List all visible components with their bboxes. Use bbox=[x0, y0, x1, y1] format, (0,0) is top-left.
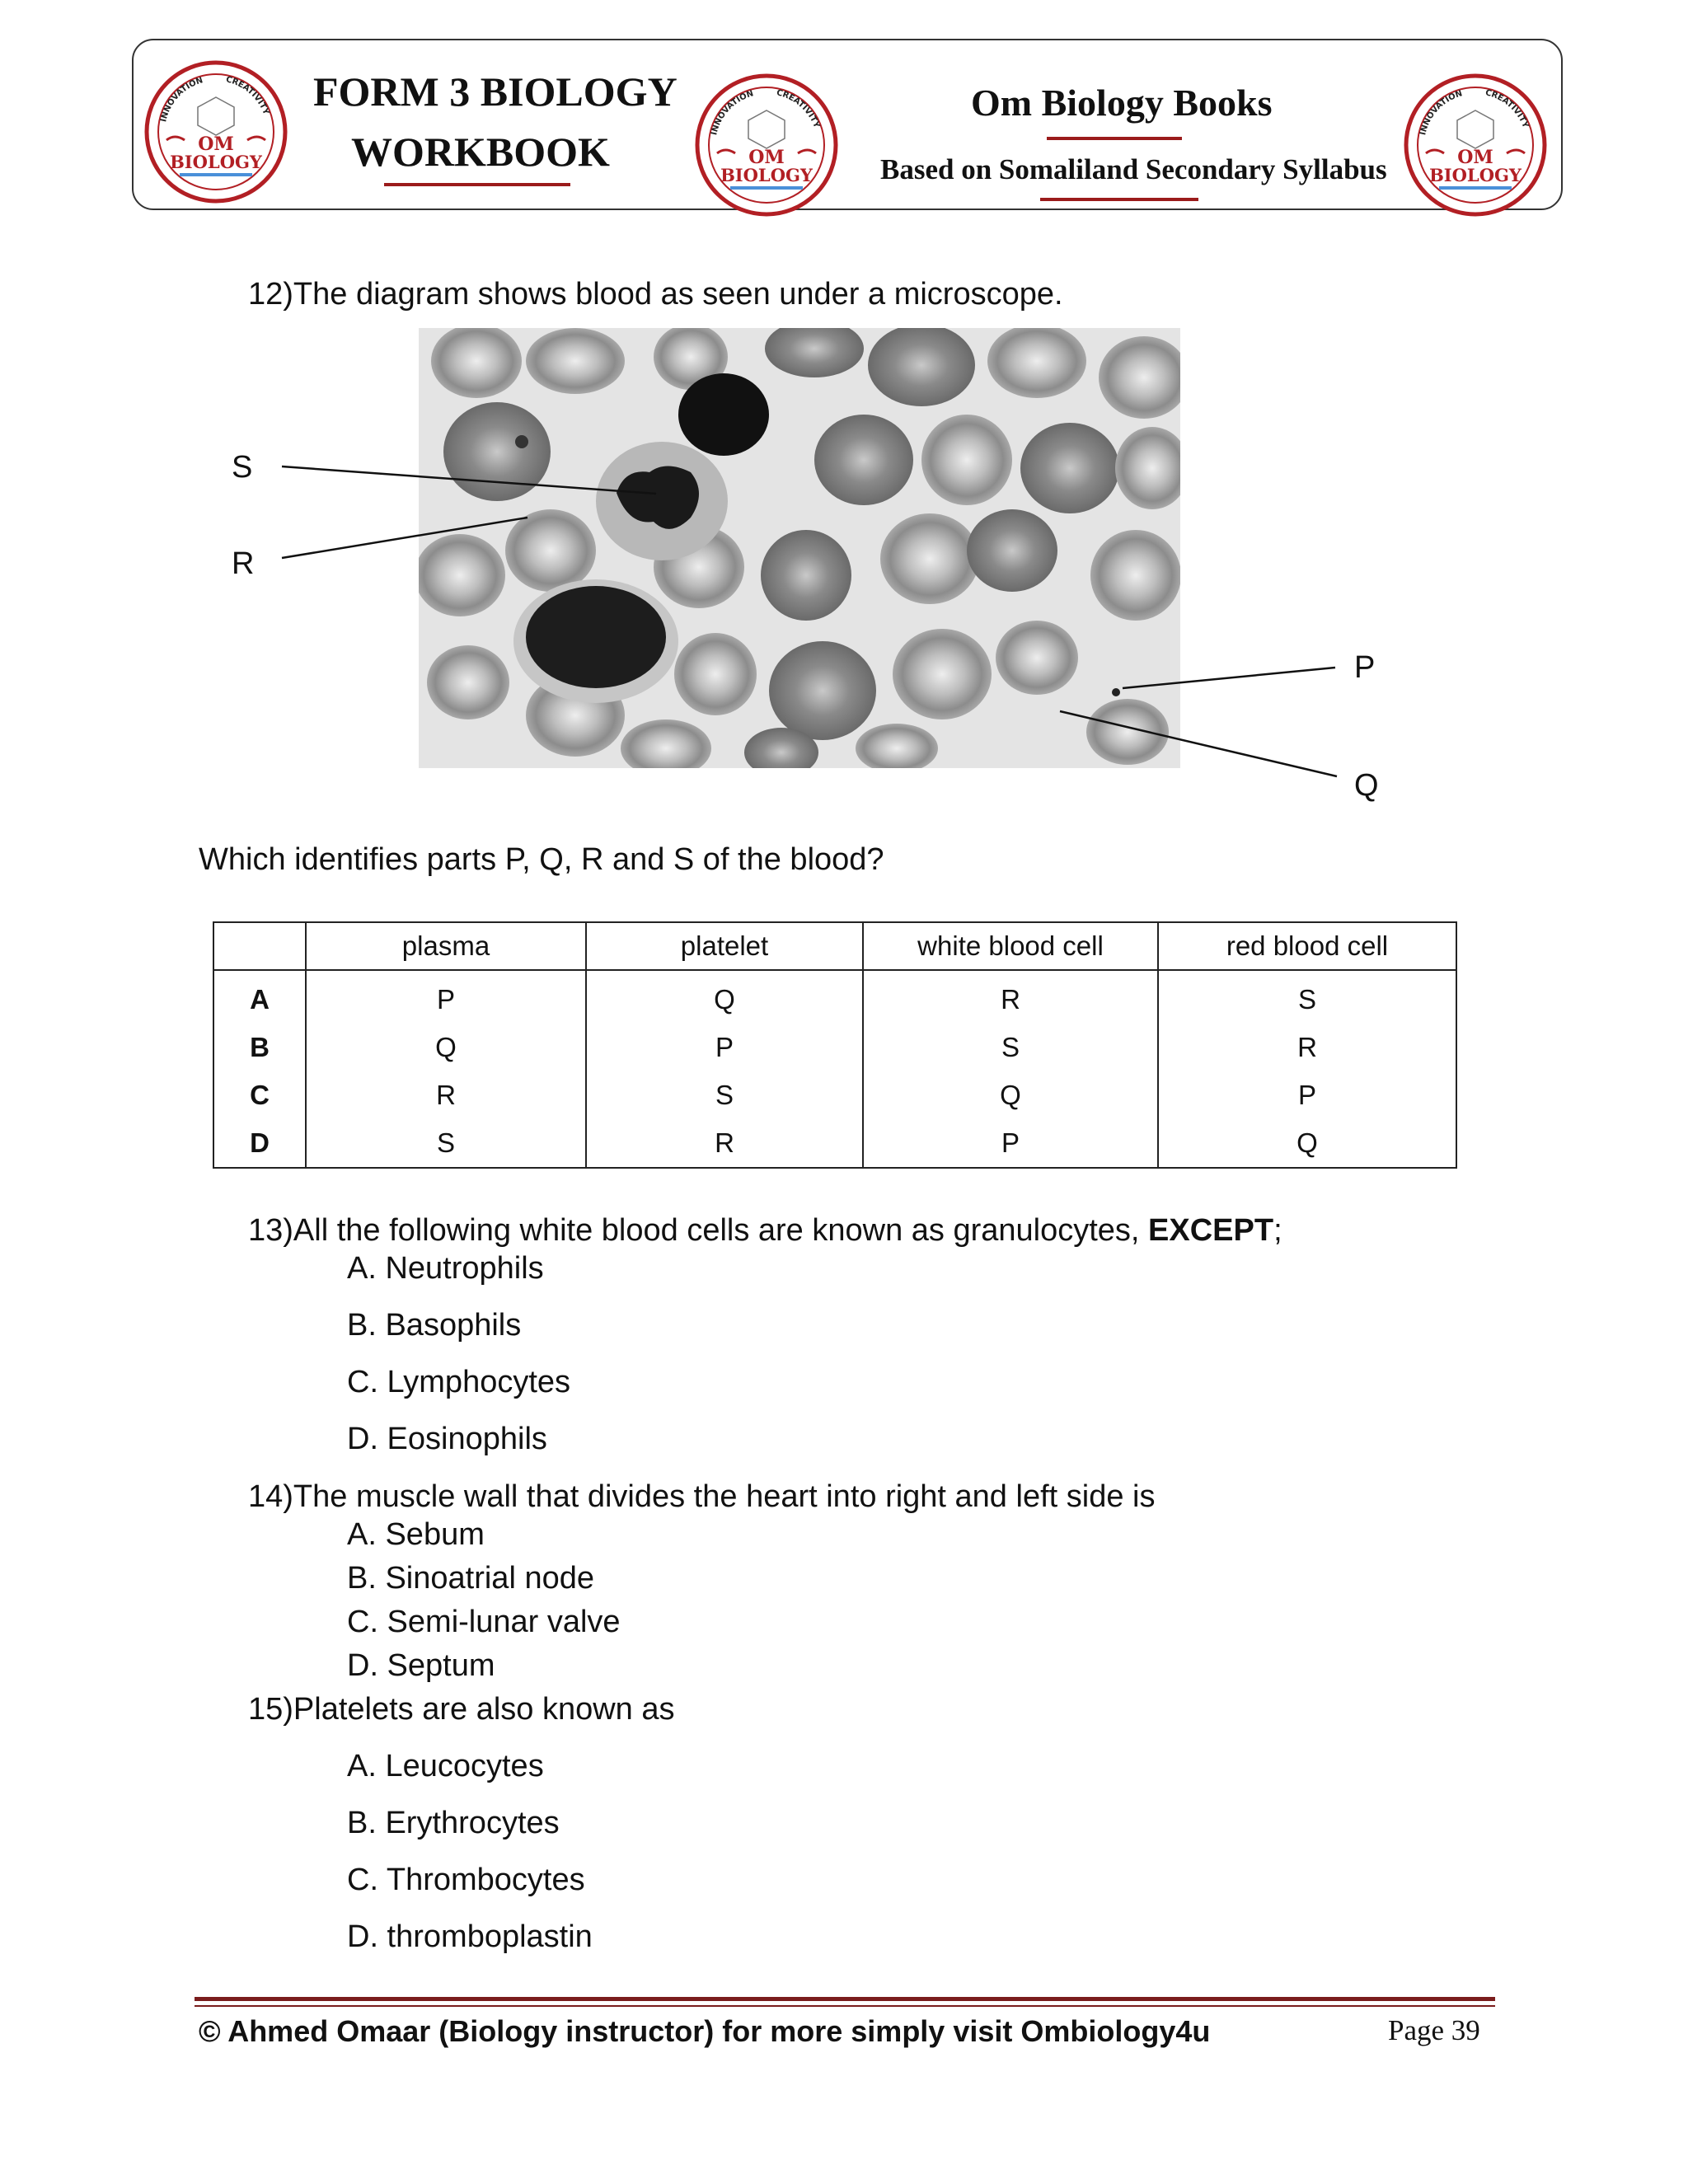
table-row bbox=[213, 1071, 1456, 1119]
svg-text:OM: OM bbox=[748, 147, 785, 168]
om-biology-logo-left bbox=[142, 58, 290, 206]
table-header-cell bbox=[213, 922, 306, 970]
svg-text:INNOVATION: INNOVATION bbox=[710, 89, 755, 137]
svg-text:OM: OM bbox=[198, 134, 234, 155]
svg-text:INNOVATION: INNOVATION bbox=[1418, 89, 1464, 137]
table-cell: Q bbox=[1158, 1119, 1456, 1168]
table-cell: S bbox=[863, 1024, 1158, 1071]
table-cell: P bbox=[306, 970, 586, 1024]
question-14-text: 14)The muscle wall that divides the heart into right and left side is bbox=[248, 1479, 1156, 1514]
question-13-option-b: B. Basophils bbox=[347, 1308, 522, 1343]
syllabus-underline bbox=[1040, 198, 1198, 201]
table-cell: Q bbox=[586, 970, 863, 1024]
title-underline bbox=[384, 183, 570, 186]
table-cell: A bbox=[213, 970, 306, 1024]
question-15-option-c: C. Thrombocytes bbox=[347, 1863, 585, 1897]
svg-text:BIOLOGY: BIOLOGY bbox=[720, 165, 813, 185]
question-15-text: 15)Platelets are also known as bbox=[248, 1692, 675, 1727]
footer-rule bbox=[195, 1997, 1495, 2001]
om-biology-logo-center bbox=[692, 71, 841, 219]
question-13-option-a: A. Neutrophils bbox=[347, 1251, 544, 1286]
question-15-option-d: D. thromboplastin bbox=[347, 1919, 593, 1954]
table-header-row bbox=[213, 922, 1456, 970]
table-cell: Q bbox=[863, 1071, 1158, 1119]
question-13-text-end: ; bbox=[1273, 1213, 1282, 1248]
table-header-cell: plasma bbox=[306, 922, 586, 970]
footer-rule-thin bbox=[195, 2005, 1495, 2007]
svg-text:CREATIVITY: CREATIVITY bbox=[1484, 88, 1531, 129]
svg-text:CREATIVITY: CREATIVITY bbox=[224, 75, 271, 116]
table-cell: R bbox=[306, 1071, 586, 1119]
table-header-cell: white blood cell bbox=[863, 922, 1158, 970]
table-cell: P bbox=[1158, 1071, 1456, 1119]
publisher-title: Om Biology Books bbox=[971, 82, 1273, 124]
svg-text:INNOVATION: INNOVATION bbox=[159, 76, 204, 124]
book-title-line2: WORKBOOK bbox=[351, 129, 610, 175]
question-14-option-a: A. Sebum bbox=[347, 1517, 485, 1552]
question-13-text-main: 13)All the following white blood cells are known as granulocytes, bbox=[248, 1213, 1149, 1248]
label-p: P bbox=[1354, 650, 1376, 685]
question-13-except: EXCEPT bbox=[1148, 1213, 1274, 1248]
syllabus-line: Based on Somaliland Secondary Syllabus bbox=[880, 153, 1387, 185]
table-cell: C bbox=[213, 1071, 306, 1119]
table-cell: R bbox=[863, 970, 1158, 1024]
svg-text:OM: OM bbox=[1457, 147, 1493, 168]
blood-smear-micrograph bbox=[419, 328, 1180, 768]
book-title-line1: FORM 3 BIOLOGY bbox=[313, 68, 678, 115]
question-12-prompt: Which identifies parts P, Q, R and S of the blood? bbox=[199, 842, 884, 877]
table-cell: S bbox=[306, 1119, 586, 1168]
question-13-option-d: D. Eosinophils bbox=[347, 1422, 547, 1456]
page-number: Page 39 bbox=[1388, 2014, 1480, 2046]
table-cell: P bbox=[586, 1024, 863, 1071]
om-biology-logo-right bbox=[1401, 71, 1550, 219]
table-row bbox=[213, 970, 1456, 1024]
publisher-underline bbox=[1047, 137, 1182, 140]
table-header-cell: red blood cell bbox=[1158, 922, 1456, 970]
question-13-option-c: C. Lymphocytes bbox=[347, 1365, 571, 1399]
svg-text:BIOLOGY: BIOLOGY bbox=[170, 152, 262, 172]
svg-text:BIOLOGY: BIOLOGY bbox=[1429, 165, 1522, 185]
question-14-option-c: C. Semi-lunar valve bbox=[347, 1605, 621, 1639]
question-14-option-b: B. Sinoatrial node bbox=[347, 1561, 594, 1596]
table-cell: R bbox=[1158, 1024, 1456, 1071]
table-row bbox=[213, 1024, 1456, 1071]
table-header-cell: platelet bbox=[586, 922, 863, 970]
svg-text:CREATIVITY: CREATIVITY bbox=[775, 88, 822, 129]
table-cell: D bbox=[213, 1119, 306, 1168]
answer-table bbox=[213, 921, 1457, 1169]
label-r: R bbox=[232, 546, 255, 581]
platelet-dot bbox=[1112, 688, 1120, 696]
table-cell: S bbox=[1158, 970, 1456, 1024]
question-15-option-a: A. Leucocytes bbox=[347, 1749, 544, 1783]
table-cell: P bbox=[863, 1119, 1158, 1168]
table-cell: Q bbox=[306, 1024, 586, 1071]
question-13-text bbox=[248, 1213, 1282, 1249]
question-12-text: 12)The diagram shows blood as seen under a microscope. bbox=[248, 277, 1063, 312]
question-15-option-b: B. Erythrocytes bbox=[347, 1806, 560, 1840]
table-cell: B bbox=[213, 1024, 306, 1071]
footer-credit: © Ahmed Omaar (Biology instructor) for more simply visit Ombiology4u bbox=[199, 2014, 1211, 2048]
table-row bbox=[213, 1119, 1456, 1168]
table-cell: S bbox=[586, 1071, 863, 1119]
label-q: Q bbox=[1354, 768, 1379, 803]
question-14-option-d: D. Septum bbox=[347, 1648, 495, 1683]
label-s: S bbox=[232, 450, 253, 485]
table-cell: R bbox=[586, 1119, 863, 1168]
